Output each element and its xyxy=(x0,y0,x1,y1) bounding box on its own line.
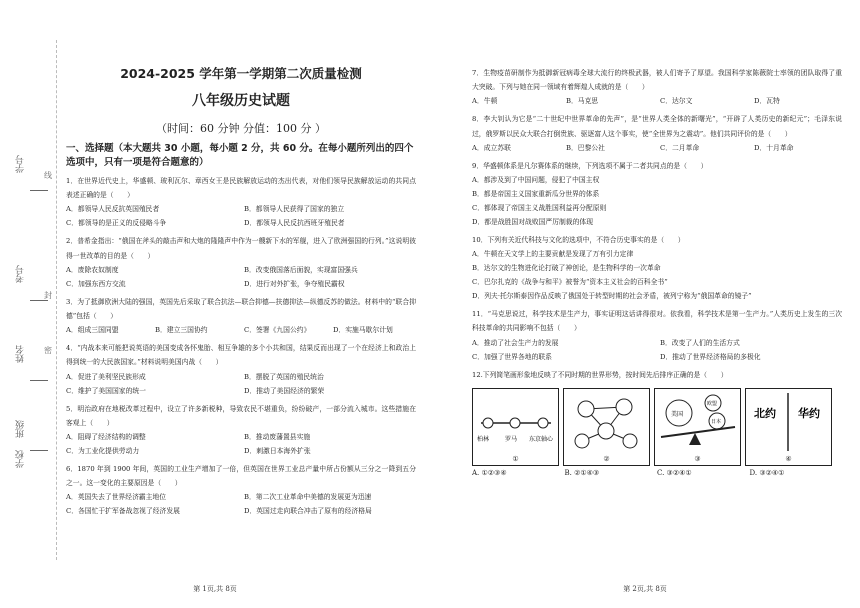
answer-option: A．都涉及到了中国问题，侵犯了中国主权 xyxy=(472,176,600,185)
standoff-drawing xyxy=(746,389,831,465)
margin-line xyxy=(30,450,48,451)
answer-option: A．促进了美利坚民族形成 xyxy=(66,372,146,381)
option-list xyxy=(66,370,416,398)
cartoon-number: ② xyxy=(603,454,610,463)
answer-option: D．十月革命 xyxy=(754,143,794,152)
cartoon-label: 罗马 xyxy=(505,435,518,443)
option-list xyxy=(472,247,842,303)
option-list xyxy=(472,173,842,229)
cartoon-number: ① xyxy=(512,454,519,463)
answer-option: C．达尔文 xyxy=(660,97,693,106)
answer-option: B．建立三国协约 xyxy=(155,326,208,335)
cartoon-label: 北约 xyxy=(754,406,776,420)
option-list xyxy=(66,490,416,518)
seesaw-drawing xyxy=(655,389,740,465)
answer-option: B．第二次工业革命中美德的发展更为迅速 xyxy=(244,493,372,502)
cartoon-number: ③ xyxy=(694,454,701,463)
question-stem: 6．1870 年到 1900 年间，英国的工业生产增加了一倍，但英国在世界工业总产量中所占份额从三分之一降到五分之一。这一变化的主要原因是（ ） xyxy=(66,465,416,488)
answer-option: A．成立苏联 xyxy=(472,143,511,152)
answer-option: C．加强东西方交流 xyxy=(66,279,126,288)
question-stem: 4．“内战本来可能把说英语的美国变成各怀鬼胎、相互争雄的多个小共和国，结果反而出现了一个在经济上和政治上得到统一的大民族国家。”材料说明美国内战（ ） xyxy=(66,344,416,367)
answer-option: B．达尔文的生物进化论打破了神创论，是生物科学的一次革命 xyxy=(472,264,661,273)
question-stem: 5．明治政府在地税改革过程中，设立了许多新税种，导致农民不堪重负，纷纷破产，一部分流入城市。这些措施在客观上（ ） xyxy=(66,404,416,427)
cartoon-seesaw xyxy=(654,388,741,466)
cartoon-axis xyxy=(472,388,559,466)
answer-option: D．实施马歇尔计划 xyxy=(333,326,393,335)
margin-label-exam-no: 考号 xyxy=(16,265,26,283)
margin-label-name: 姓名 xyxy=(16,345,26,363)
question-stem: 1．在世界近代史上，华盛顿、玻利瓦尔、章西女王是民族解放运动的杰出代表，对他们领导民族解放运动的共同点表述正确的是（ ） xyxy=(66,177,416,200)
cartoon-network xyxy=(563,388,650,466)
answer-option: B．都领导人民获得了国家的独立 xyxy=(244,205,345,214)
question-stem: 10．下列有关近代科技与文化的选项中，不符合历史事实的是（ ） xyxy=(472,236,685,245)
answer-option: C．加强了世界各地的联系 xyxy=(472,352,552,361)
question-stem: 12.下列简笔画形象地反映了不同时期的世界形势，按时间先后排序正确的是（ ） xyxy=(472,370,728,379)
answer-option: B．改变了人们的生活方式 xyxy=(660,338,740,347)
cartoon-number: ④ xyxy=(785,454,792,463)
left-content xyxy=(66,60,416,518)
cartoon-standoff xyxy=(745,388,832,466)
seal-char: 封 xyxy=(44,291,52,300)
answer-option: A．英国失去了世界经济霸主地位 xyxy=(66,493,167,502)
answer-option: A．都领导人民反抗英国殖民者 xyxy=(66,205,160,214)
answer-option: D．刺激日本海外扩张 xyxy=(244,447,311,456)
answer-option: D．都领导人民反抗西班牙殖民者 xyxy=(244,219,345,228)
answer-option: A. ①②③④ xyxy=(472,468,507,477)
left-question-list xyxy=(66,174,416,518)
answer-option: D．进行对外扩张，争夺殖民霸权 xyxy=(244,279,345,288)
question-stem: 2．普希金指出：“俄国在斧头的敲击声和大炮的隆隆声中作为一艘新下水的军舰，进入了欧洲强国的行列。”这说明彼得一世改革的目的是（ ） xyxy=(66,237,416,260)
exam-meta: （时间：60 分钟 分值：100 分 ） xyxy=(156,122,326,135)
answer-option: B．改变俄国落后面貌，实现富国强兵 xyxy=(244,265,358,274)
option-list xyxy=(66,323,416,337)
answer-option: D．推动了世界经济格局的多极化 xyxy=(660,352,761,361)
answer-option: D. ③②④① xyxy=(749,468,785,477)
answer-option: D．列夫·托尔斯泰因作品反映了俄国处于转型时期的社会矛盾，被列宁称为“俄国革命的镜子” xyxy=(472,292,752,301)
margin-label-student-no: 学号 xyxy=(16,155,26,173)
answer-option: D．都是战胜国对战败国严厉制裁的体现 xyxy=(472,218,593,227)
answer-option: C．巴尔扎克的《战争与和平》被誉为“资本主义社会的百科全书” xyxy=(472,278,668,287)
option-list xyxy=(472,94,842,108)
answer-option: B. ②①④③ xyxy=(564,468,600,477)
right-question-list xyxy=(472,66,842,382)
exam-subtitle: 八年级历史试题 xyxy=(192,93,290,109)
cartoon-label: 东京轴心 xyxy=(529,435,554,443)
answer-option: C．维护了美国国家的统一 xyxy=(66,386,146,395)
option-list xyxy=(66,202,416,230)
cartoon-label: 华约 xyxy=(798,406,820,420)
answer-option: B．摆脱了英国的殖民统治 xyxy=(244,372,324,381)
axis-drawing xyxy=(473,389,558,465)
answer-option: C. ③②④① xyxy=(657,468,692,477)
answer-option: A．组成三国同盟 xyxy=(66,326,119,335)
answer-option: A．阻碍了经济结构的调整 xyxy=(66,433,146,442)
answer-option: A．推动了社会生产力的发展 xyxy=(472,338,559,347)
seal-char: 密 xyxy=(44,346,52,355)
cartoon-label: 柏林 xyxy=(477,435,490,443)
option-list xyxy=(472,141,842,155)
answer-option: A．牛顿在天文学上的主要贡献是发现了万有引力定律 xyxy=(472,250,634,259)
answer-option: A．废除农奴制度 xyxy=(66,265,119,274)
answer-option: B．推动废藩置县实施 xyxy=(244,433,311,442)
answer-option: D．推动了美国经济的繁荣 xyxy=(244,386,325,395)
exam-title: 2024-2025 学年第一学期第二次质量检测 xyxy=(120,66,362,81)
answer-option: C．二月革命 xyxy=(660,143,700,152)
question-stem: 8．李大钊认为它是“二十世纪中世界革命的先声”，是“世界人类全体的新曙光”，“开辟了人类历史的新纪元”；毛泽东说过，俄罗斯以民众大联合打倒贵族、驱逐富人这个事实，使“全世界为之震动”。他们共同评价的是（ ） xyxy=(472,115,842,138)
answer-option: C．都体现了帝国主义战胜国利益再分配原则 xyxy=(472,204,607,213)
answer-option: B．都是帝国主义国家重新瓜分世界的体系 xyxy=(472,190,600,199)
answer-option: B．马克思 xyxy=(566,97,599,106)
question-stem: 3．为了抵御欧洲大陆的强国，英国先后采取了联合抗法—联合抑德—扶德抑法—纵德反苏的做法。材料中的“联合抑德”包括（ ） xyxy=(66,297,416,321)
cartoon-label: 日本 xyxy=(711,418,722,425)
right-page xyxy=(430,0,860,608)
question-stem: 11．“马克思说过，科学技术是生产力，事实证明这话讲得很对。依我看，科学技术是第一生产力。”人类历史上发生的三次科技革命的共同影响不包括（ ） xyxy=(472,310,842,333)
answer-option: C．都领导的是正义的反侵略斗争 xyxy=(66,219,167,228)
cartoon-label: 美国 xyxy=(671,410,684,418)
section-heading: 一、选择题（本大题共 30 小题，每小题 2 分，共 60 分。在每小题所列出的四个选项中，只有一项是符合题意的） xyxy=(66,143,414,168)
binding-margin xyxy=(0,0,60,608)
cartoon-strip xyxy=(472,388,842,466)
answer-option: C．为工业化提供劳动力 xyxy=(66,447,140,456)
seal-char: 线 xyxy=(44,171,52,180)
answer-option: D．瓦特 xyxy=(754,97,780,106)
answer-option: B．巴黎公社 xyxy=(566,143,605,152)
page-footer-left: 第 1页,共 8页 xyxy=(193,585,237,593)
page-footer-right: 第 2页,共 8页 xyxy=(623,585,667,593)
answer-option: D．英国过走向联合冲击了原有的经济格局 xyxy=(244,507,372,516)
cartoon-label: 欧盟 xyxy=(707,400,718,407)
margin-line xyxy=(30,190,48,191)
network-drawing xyxy=(564,389,649,465)
question-stem: 9．华盛顿体系是凡尔赛体系的继续，下列选项不属于二者共同点的是（ ） xyxy=(472,161,708,170)
q12-answer-options xyxy=(472,469,842,477)
seal-dashed-line xyxy=(56,40,57,560)
margin-label-class: 班级 xyxy=(16,420,26,438)
option-list xyxy=(66,263,416,291)
answer-option: A．牛顿 xyxy=(472,97,498,106)
question-stem: 7．生物疫苗研制作为抵御新冠病毒全球大流行的终极武器，被人们寄予了厚望。我国科学家陈薇院士率领的团队取得了重大突破。下列与她在同一领域有着辉煌人成就的是（ ） xyxy=(472,69,842,92)
right-content xyxy=(472,62,842,477)
answer-option: C．签署《九国公约》 xyxy=(244,326,311,335)
option-list xyxy=(472,336,842,364)
option-list xyxy=(66,430,416,458)
answer-option: C．各国忙于扩军备战忽视了经济发展 xyxy=(66,507,180,516)
margin-label-school: 学校 xyxy=(16,450,26,468)
margin-line xyxy=(30,380,48,381)
